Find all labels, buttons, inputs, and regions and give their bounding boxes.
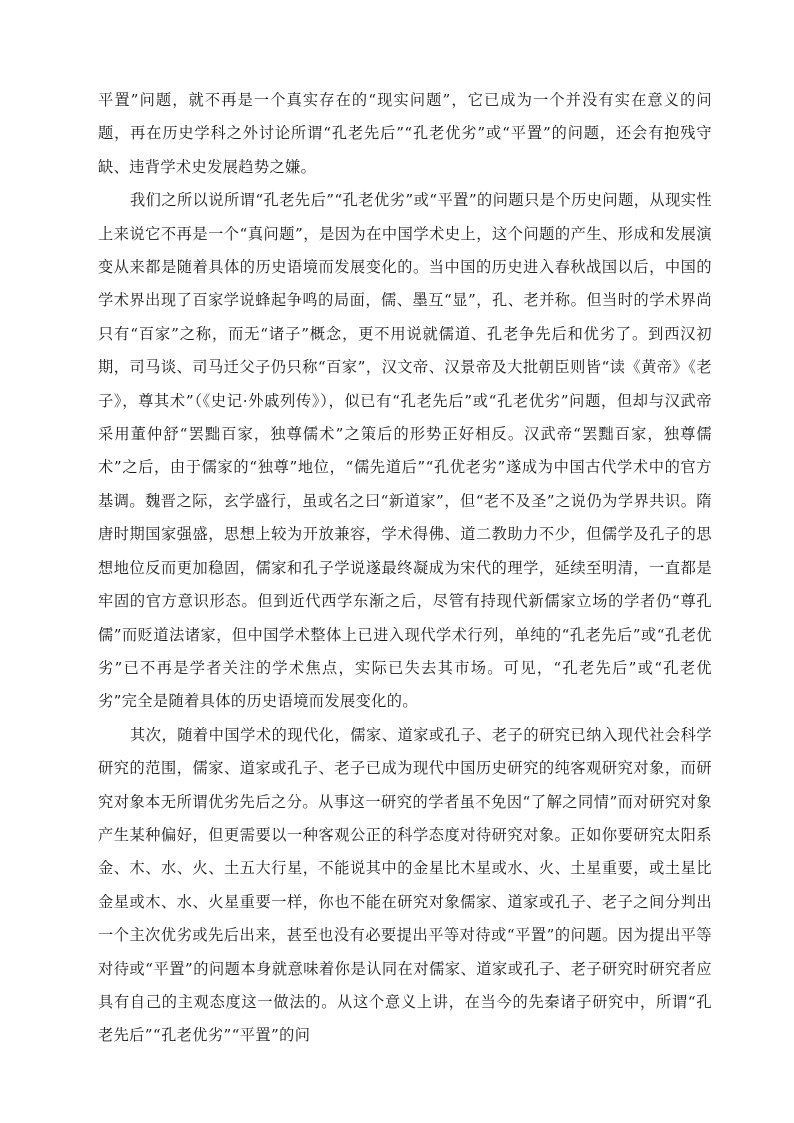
paragraph-historical-context: 我们之所以说所谓“孔老先后”“孔老优劣”或“平置”的问题只是个历史问题，从现实性上来说它不再是一个“真问题”，是因为在中国学术史上，这个问题的产生、形成和发展演变从来都是随着具体的历史语境而发展变化的。当中国的历史进入春秋战国以后，中国的学术界出现了百家学说蜂起争鸣的局面，儒、墨互“显”，孔、老并称。但当时的学术界尚只有“百家”之称，而无“诸子”概念，更不用说就儒道、孔老争先后和优劣了。到西汉初期，司马谈、司马迁父子仍只称“百家”，汉文帝、汉景帝及大批朝臣则皆“读《黄帝》《老子》，尊其术”（《史记·外戚列传》），似已有“孔老先后”或“孔老优劣”问题，但却与汉武帝采用董仲舒“罢黜百家，独尊儒术”之策后的形势正好相反。汉武帝“罢黜百家，独尊儒术”之后，由于儒家的“独尊”地位，“儒先道后”“孔优老劣”遂成为中国古代学术中的官方基调。魏晋之际，玄学盛行，虽或名之曰“新道家”，但“老不及圣”之说仍为学界共识。隋唐时期国家强盛，思想上较为开放兼容，学术得佛、道二教助力不少，但儒学及孔子的思想地位反而更加稳固，儒家和孔子学说遂最终凝成为宋代的理学，延续至明清，一直都是牢固的官方意识形态。但到近代西学东渐之后，尽管有持现代新儒家立场的学者仍“尊孔儒”而贬道法诸家，但中国学术整体上已进入现代学术行列，单纯的“孔老先后”或“孔老优劣”已不再是学者关注的学术焦点，实际已失去其市场。可见，“孔老先后”或“孔老优劣”完全是随着具体的历史语境而发展变化的。 xyxy=(98,191,712,711)
paragraph-modern-research: 其次，随着中国学术的现代化，儒家、道家或孔子、老子的研究已纳入现代社会科学研究的范围，儒家、道家或孔子、老子已成为现代中国历史研究的纯客观研究对象，而研究对象本无所谓优劣先后之分。从事这一研究的学者虽不免因“了解之同情”而对研究对象产生某种偏好，但更需要以一种客观公正的科学态度对待研究对象。正如你要研究太阳系金、木、水、火、土五大行星，不能说其中的金星比木星或水、火、土星重要，或土星比金星或木、水、火星重要一样，你也不能在研究对象儒家、道家或孔子、老子之间分判出一个主次优劣或先后出来，甚至也没有必要提出平等对待或“平置”的问题。因为提出平等对待或“平置”的问题本身就意味着你是认同在对儒家、道家或孔子、老子研究时研究者应具有自己的主观态度这一做法的。从这个意义上讲，在当今的先秦诸子研究中，所谓“孔老先后”“孔老优劣”“平置”的问 xyxy=(98,725,712,1045)
paragraph-continuation: 平置”问题，就不再是一个真实存在的“现实问题”，它已成为一个并没有实在意义的问题，再在历史学科之外讨论所谓“孔老先后”“孔老优劣”或“平置”的问题，还会有抱残守缺、违背学术史发展趋势之嫌。 xyxy=(98,91,712,176)
